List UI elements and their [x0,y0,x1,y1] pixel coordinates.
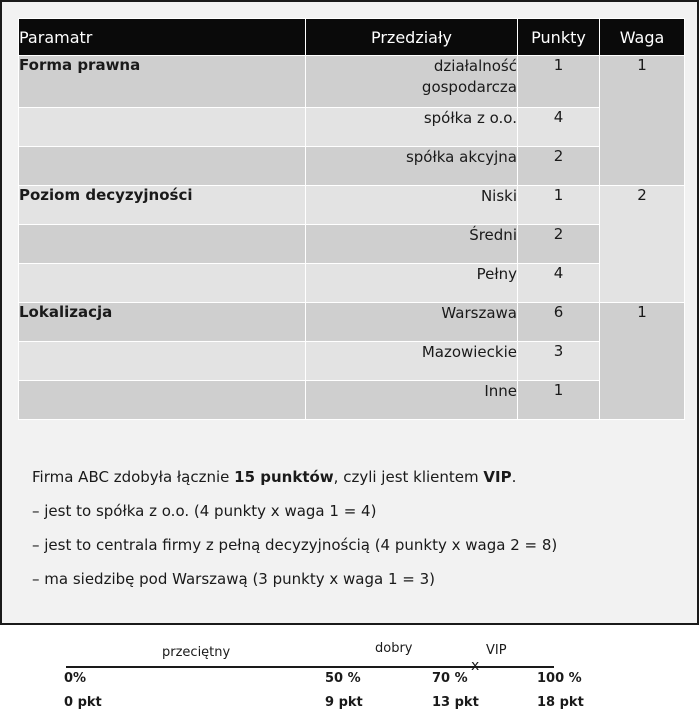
weight-cell: 1 [600,303,685,420]
range-cell: Średni [306,225,518,264]
parameter-cell [19,342,306,381]
range-text: gospodarcza [421,78,517,96]
table-row [19,225,685,264]
summary-bullet: – jest to spółka z o.o. (4 punkty x waga 1 = 4) [32,502,377,520]
range-cell: Inne [306,381,518,420]
scale-axis [66,666,554,668]
summary-text [32,460,557,596]
scale-points: 18 pkt [537,695,584,710]
points-cell: 1 [518,56,600,108]
scale-points: 9 pkt [325,695,363,710]
table-row [19,342,685,381]
scale-points: 13 pkt [432,695,479,710]
scale-points: 0 pkt [64,695,102,710]
parameter-cell: Forma prawna [19,56,306,108]
weight-cell: 1 [600,56,685,186]
summary-bullet: – ma siedzibę pod Warszawą (3 punkty x waga 1 = 3) [32,570,436,588]
points-cell: 1 [518,381,600,420]
points-cell: 3 [518,342,600,381]
scale-percent: 50 % [325,671,361,686]
parameter-cell [19,225,306,264]
points-cell: 2 [518,147,600,186]
table-header-row [19,19,685,56]
table-row [19,56,685,108]
range-cell: Pełny [306,264,518,303]
parameter-cell: Poziom decyzyjności [19,186,306,225]
table-row [19,381,685,420]
summary-client-level: VIP [483,468,512,486]
table-row [19,186,685,225]
range-text: działalność [433,57,517,75]
points-cell: 4 [518,264,600,303]
parameter-cell [19,108,306,147]
range-cell: spółka akcyjna [306,147,518,186]
weight-cell: 2 [600,186,685,303]
summary-intro-text: . [511,468,517,486]
scale-percent: 100 % [537,671,582,686]
scale-label-vip: VIP [486,643,507,658]
points-cell: 4 [518,108,600,147]
range-cell: spółka z o.o. [306,108,518,147]
scale-label-good: dobry [375,641,413,656]
table-row [19,147,685,186]
range-cell: Warszawa [306,303,518,342]
table-row [19,264,685,303]
scale-label-average: przeciętny [162,645,231,660]
score-scale [0,636,699,716]
parameter-cell [19,264,306,303]
summary-intro [32,460,557,494]
points-cell: 1 [518,186,600,225]
score-marker: x [471,658,480,674]
summary-intro-text: Firma ABC zdobyła łącznie [32,468,235,486]
header-weight: Waga [600,19,685,56]
table-row [19,303,685,342]
parameter-cell [19,147,306,186]
range-cell: Niski [306,186,518,225]
scoring-table [18,18,685,420]
scale-percent: 70 % [432,671,468,686]
scale-percent: 0% [64,671,87,686]
header-points: Punkty [518,19,600,56]
range-cell [306,56,518,108]
range-cell: Mazowieckie [306,342,518,381]
parameter-cell: Lokalizacja [19,303,306,342]
summary-total-points: 15 punktów [234,468,334,486]
summary-bullet: – jest to centrala firmy z pełną decyzyjnością (4 punkty x waga 2 = 8) [32,536,558,554]
points-cell: 6 [518,303,600,342]
header-range: Przedziały [306,19,518,56]
points-cell: 2 [518,225,600,264]
header-parameter: Paramatr [19,19,306,56]
table-row [19,108,685,147]
parameter-cell [19,381,306,420]
summary-intro-text: , czyli jest klientem [333,468,484,486]
